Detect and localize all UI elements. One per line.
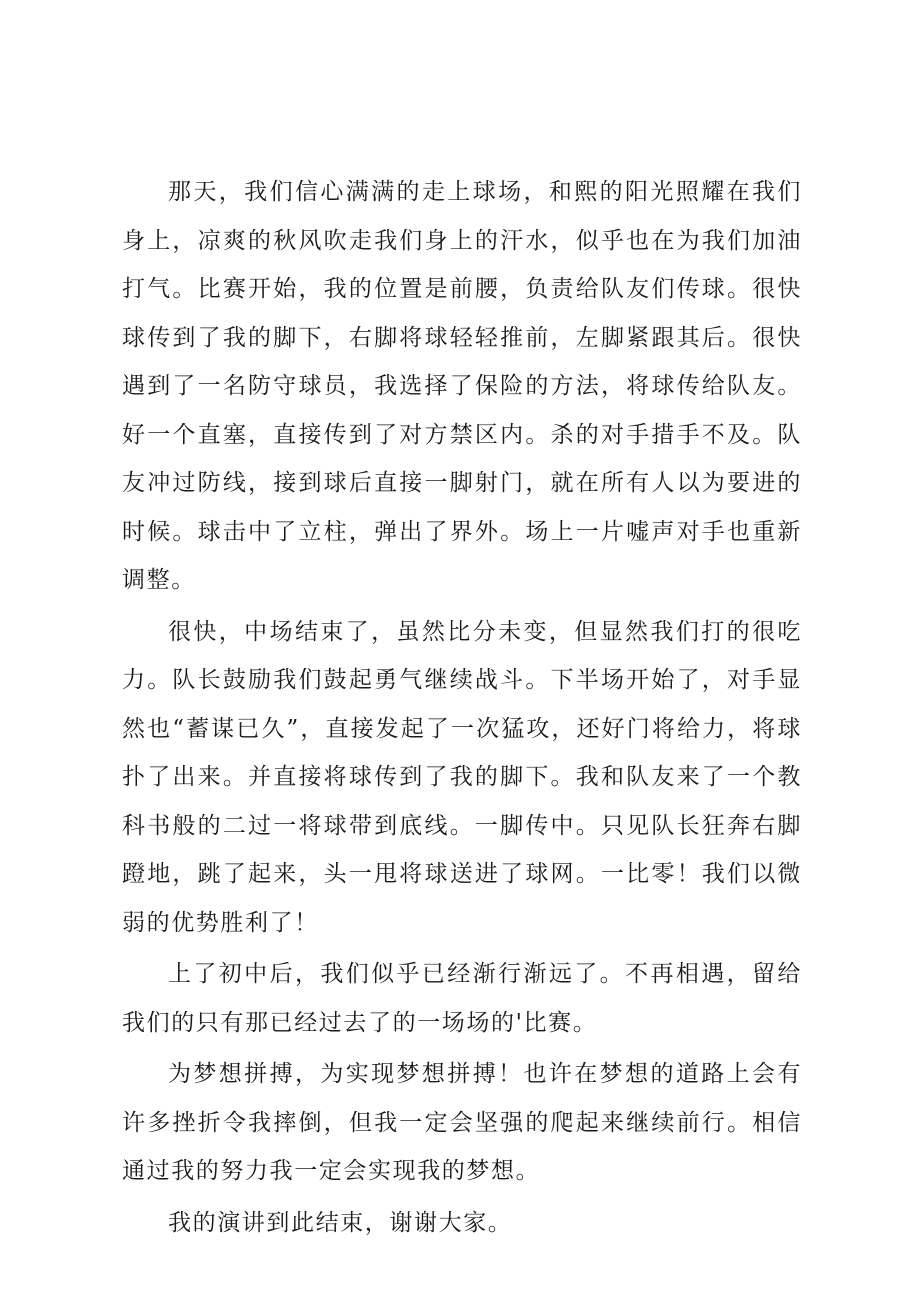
- paragraph-5: 我的演讲到此结束，谢谢大家。: [168, 1209, 513, 1236]
- paragraph-4: 为梦想拼搏，为实现梦想拼搏！也许在梦想的道路上会有许多挫折令我摔倒，但我一定会坚强的爬起来继续前行。相信通过我的努力我一定会实现我的梦想。: [122, 1061, 802, 1184]
- paragraph-3: 上了初中后，我们似乎已经渐行渐远了。不再相遇，留给我们的只有那已经过去了的一场场的'比赛。: [122, 961, 802, 1036]
- paragraph-2: 很快，中场结束了，虽然比分未变，但显然我们打的很吃力。队长鼓励我们鼓起勇气继续战斗。下半场开始了，对手显然也“蓄谋已久”，直接发起了一次猛攻，还好门将给力，将球扑了出来。并直接将球传到了我的脚下。我和队友来了一个教科书般的二过一将球带到底线。一脚传中。只见队长狂奔右脚蹬地，跳了起来，头一甩将球送进了球网。一比零！我们以微弱的优势胜利了！: [122, 618, 802, 936]
- document-body: [122, 168, 802, 1250]
- paragraph-1: 那天，我们信心满满的走上球场，和熙的阳光照耀在我们身上，凉爽的秋风吹走我们身上的汗水，似乎也在为我们加油打气。比赛开始，我的位置是前腰，负责给队友们传球。很快球传到了我的脚下，右脚将球轻轻推前，左脚紧跟其后。很快遇到了一名防守球员，我选择了保险的方法，将球传给队友。好一个直塞，直接传到了对方禁区内。杀的对手措手不及。队友冲过防线，接到球后直接一脚射门，就在所有人以为要进的时候。球击中了立柱，弹出了界外。场上一片嘘声对手也重新调整。: [122, 179, 802, 593]
